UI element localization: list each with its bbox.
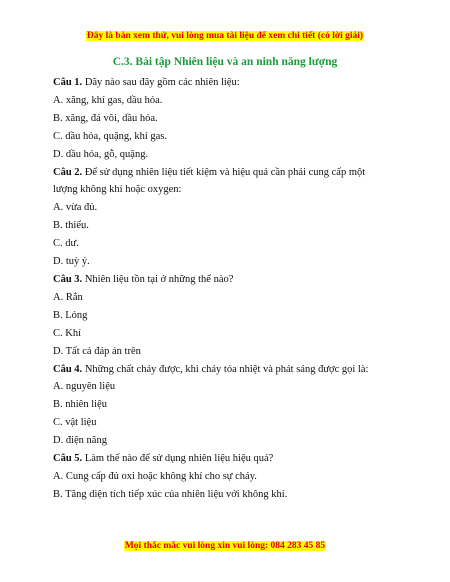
option-4c: C. vật liệu [53, 417, 97, 429]
question-text: Để sử dụng nhiên liệu tiết kiệm và hiệu quả cần phải cung cấp một lượng không khí hoặc oxygen: [53, 166, 366, 196]
question-text: Dãy nào sau đây gồm các nhiên liệu: [82, 77, 240, 88]
question-label: Câu 4. [53, 363, 83, 375]
question-5 [53, 450, 383, 468]
question-4 [53, 361, 383, 379]
option-2d: D. tuỳ ý. [53, 256, 90, 268]
option-5b: B. Tăng diện tích tiếp xúc của nhiên liệu với không khí. [53, 488, 288, 500]
option-3a: A. Rắn [53, 291, 83, 303]
option-5a: A. Cung cấp đủ oxi hoặc không khí cho sự cháy. [53, 470, 257, 482]
option-1b: B. xăng, đá vôi, dầu hỏa. [53, 112, 158, 124]
question-2 [53, 164, 383, 200]
question-1 [53, 74, 383, 92]
question-list [53, 74, 383, 504]
option-4a: A. nguyên liệu [53, 381, 116, 393]
question-3 [53, 271, 383, 289]
option-1c: C. dầu hỏa, quặng, khí gas. [53, 130, 168, 142]
footer-notice: Mọi thắc mắc vui lòng xin vui lòng: 084 283 45 85 [124, 541, 326, 551]
option-4d: D. điện năng [53, 435, 107, 447]
question-text: Những chất cháy được, khi cháy tỏa nhiệt và phát sáng được gọi là: [82, 363, 369, 375]
question-label: Câu 1. [53, 77, 83, 88]
option-3b: B. Lỏng [53, 309, 88, 321]
question-text: Nhiên liệu tồn tại ở những thể nào? [82, 273, 234, 285]
option-3d: D. Tất cả đáp án trên [53, 345, 141, 357]
header-notice: Đây là bản xem thử, vui lòng mua tài liệu để xem chi tiết (có lời giải) [86, 31, 364, 41]
option-2c: C. dư. [53, 238, 79, 250]
section-title: C.3. Bài tập Nhiên liệu và an ninh năng lượng [112, 56, 338, 68]
option-1a: A. xăng, khí gas, dầu hỏa. [53, 94, 163, 106]
question-text: Làm thế nào để sử dụng nhiên liệu hiệu quả? [82, 453, 274, 465]
option-3c: C. Khí [53, 327, 82, 339]
option-1d: D. dầu hỏa, gỗ, quặng. [53, 148, 149, 160]
option-4b: B. nhiên liệu [53, 399, 107, 411]
question-label: Câu 3. [53, 273, 83, 285]
option-2a: A. vừa đủ. [53, 202, 98, 214]
question-label: Câu 5. [53, 453, 83, 465]
question-label: Câu 2. [53, 166, 83, 178]
option-2b: B. thiếu. [53, 220, 89, 232]
